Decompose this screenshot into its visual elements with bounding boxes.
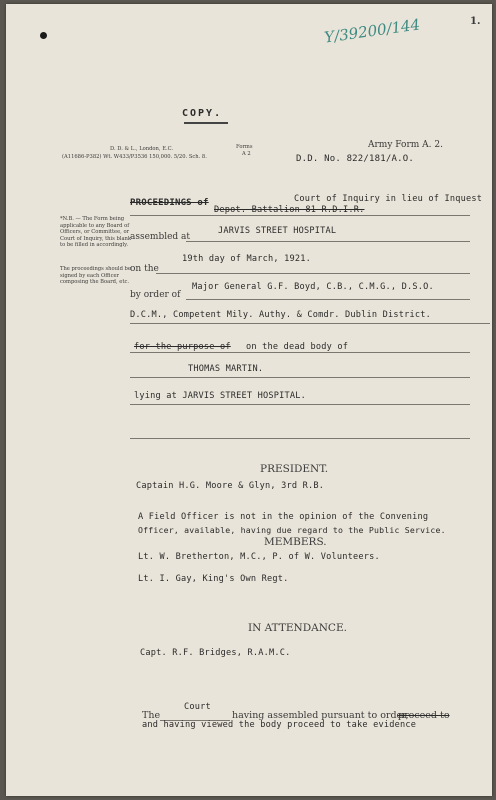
lying-rule	[130, 404, 470, 405]
president-note-1: A Field Officer is not in the opinion of the Convening	[138, 512, 429, 522]
closing-body-word: Court	[184, 702, 211, 712]
attendance-heading: IN ATTENDANCE.	[248, 622, 347, 634]
punch-hole	[40, 32, 47, 39]
assembled-rule	[186, 241, 470, 242]
sign-note: The proceedings should be signed by each Officer composing the Board, etc.	[60, 266, 131, 286]
court-type: Court of Inquiry in lieu of Inquest	[294, 194, 483, 204]
president-name: Captain H.G. Moore & Glyn, 3rd R.B.	[136, 481, 325, 491]
order-rule-1	[186, 299, 470, 300]
copy-underline	[184, 122, 228, 124]
page-number: 1.	[470, 16, 481, 27]
purpose-text: on the dead body of	[246, 342, 349, 352]
proceedings-rule	[130, 215, 470, 216]
dd-number: D.D. No. 822/181/A.O.	[296, 154, 414, 164]
deceased-rule	[130, 377, 470, 378]
proceedings-label-struck: PROCEEDINGS of	[130, 198, 209, 208]
order-line-1: Major General G.F. Boyd, C.B., C.M.G., D.S.O.	[192, 282, 434, 292]
member-2: Lt. I. Gay, King's Own Regt.	[138, 574, 289, 584]
closing-last-line: and having viewed the body proceed to take evidence	[142, 720, 417, 730]
closing-the-label: The	[142, 710, 161, 721]
members-heading: MEMBERS.	[264, 536, 327, 548]
on-the-label: on the	[130, 264, 159, 274]
by-order-label: by order of	[130, 290, 181, 300]
nb-note: *N.B. — The Form being applicable to any Board of Officers, or Committee, or Court of Inquiry, this blank to be filled in accordingly.	[60, 216, 132, 249]
printer-line-1: D. D. & L., London, E.C.	[110, 146, 174, 152]
order-rule-2	[130, 323, 490, 324]
president-heading: PRESIDENT.	[260, 463, 329, 475]
order-line-2: D.C.M., Competent Mily. Authy. & Comdr. Dublin District.	[130, 310, 431, 320]
purpose-struck: for the purpose of	[134, 342, 231, 352]
closing-struck-word: proceed to	[398, 710, 450, 721]
date-value: 19th day of March, 1921.	[182, 254, 311, 264]
forms-label: Forms	[236, 144, 253, 150]
date-rule	[156, 273, 470, 274]
assembled-label: assembled at	[130, 232, 191, 242]
copy-label: COPY.	[182, 108, 223, 119]
deceased-name: THOMAS MARTIN.	[188, 364, 264, 374]
member-1: Lt. W. Bretherton, M.C., P. of W. Volunteers.	[138, 552, 380, 562]
president-note-2: Officer, available, having due regard to the Public Service.	[138, 525, 446, 535]
forms-code: A 2	[242, 151, 251, 157]
document-page	[6, 4, 492, 796]
blank-rule	[130, 438, 470, 439]
closing-having-text: having assembled pursuant to order,	[232, 710, 409, 721]
attendance-name: Capt. R.F. Bridges, R.A.M.C.	[140, 648, 291, 658]
struck-unit: Depot. Battalion 81 R.D.I.R.	[214, 205, 365, 215]
printer-line-2: (A11686-P382) Wt. W433/P3536 150,000. 5/20. Sch. 8.	[62, 154, 207, 160]
handwritten-reference: Y/39200/144	[323, 15, 422, 47]
purpose-rule	[130, 352, 470, 353]
lying-at: lying at JARVIS STREET HOSPITAL.	[134, 391, 306, 401]
assembled-place: JARVIS STREET HOSPITAL	[218, 226, 337, 236]
form-name: Army Form A. 2.	[368, 140, 443, 150]
